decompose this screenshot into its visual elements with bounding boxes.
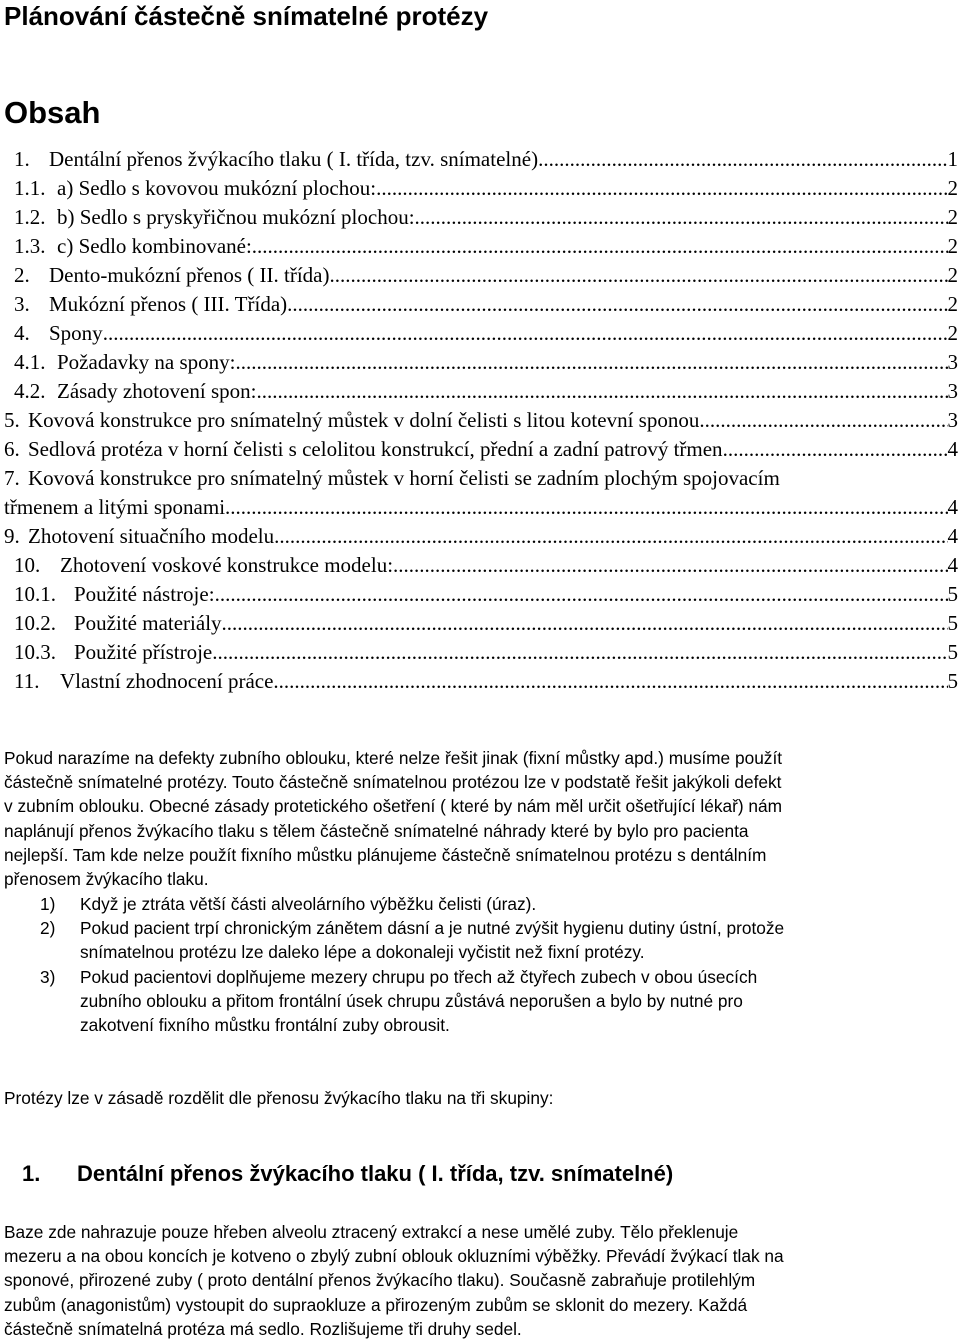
section-paragraph — [4, 1220, 956, 1341]
toc-entry-text: Zhotovení voskové konstrukce modelu: — [60, 553, 394, 577]
toc-entry-text: Vlastní zhodnocení práce — [60, 669, 274, 693]
paragraph-line: zubům (anagonistům) vystoupit do supraokluze a přirozeným zubům se sklonit do mezery. Každá — [4, 1294, 748, 1315]
toc-entry-text: Kovová konstrukce pro snímatelný můstek v horní čelisti se zadním plochým spojovacím — [28, 466, 780, 490]
toc-entry-text: Zhotovení situačního modelu — [28, 524, 275, 548]
toc-entry-page: 2 — [947, 292, 958, 316]
toc-entry-text: Mukózní přenos ( III. Třída) — [49, 292, 288, 316]
toc-entry[interactable] — [0, 145, 958, 174]
toc-leader-dots — [376, 174, 947, 203]
toc-heading: Obsah — [4, 95, 101, 130]
list-item-line: Pokud pacient trpí chronickým zánětem dásní a je nutné zvýšit hygienu dutiny ústní, protože — [80, 918, 785, 938]
toc-entry[interactable] — [0, 290, 958, 319]
toc-entry-text: Dentální přenos žvýkacího tlaku ( I. třída, tzv. snímatelné) — [49, 147, 539, 171]
toc-entry-number: 5. — [4, 408, 20, 432]
toc-entry[interactable] — [0, 406, 958, 435]
toc-entry-text: Použité přístroje — [74, 640, 213, 664]
toc-leader-dots — [222, 609, 948, 638]
toc-entry-page: 5 — [947, 669, 958, 693]
toc-entry-page: 4 — [947, 553, 958, 577]
toc-entry[interactable] — [0, 638, 958, 667]
toc-entry-text: Požadavky na spony: — [57, 350, 236, 374]
toc-entry-number: 10.3. — [14, 640, 56, 664]
toc-entry-text: Použité nástroje: — [74, 582, 215, 606]
toc-entry-continuation[interactable] — [0, 493, 958, 522]
section-number: 1. — [22, 1161, 41, 1186]
toc-leader-dots — [287, 290, 947, 319]
toc-entry-page: 2 — [947, 205, 958, 229]
toc-entry-page: 2 — [947, 321, 958, 345]
section-title: Dentální přenos žvýkacího tlaku ( I. třída, tzv. snímatelné) — [77, 1161, 674, 1186]
paragraph-line: naplánují přenos žvýkacího tlaku s tělem částečně snímatelné náhrady které by bylo pro pacienta — [4, 820, 749, 841]
toc-entry[interactable] — [0, 377, 958, 406]
toc-entry-number: 7. — [4, 466, 20, 490]
toc-entry-number: 10. — [14, 553, 41, 577]
paragraph-line: nejlepší. Tam kde nelze použít fixního můstku plánujeme částečně snímatelnou protézu s dentálním — [4, 844, 767, 865]
paragraph-line: Pokud narazíme na defekty zubního oblouku, které nelze řešit jinak (fixní můstky apd.) musíme použít — [4, 748, 783, 768]
list-item-line: zakotvení fixního můstku frontální zuby obrousit. — [80, 1015, 450, 1036]
toc-leader-dots — [273, 667, 947, 696]
toc-entry[interactable] — [0, 232, 958, 261]
toc-leader-dots — [538, 145, 947, 174]
toc-entry[interactable] — [0, 609, 958, 638]
toc-entry-text: Zásady zhotovení spon: — [57, 379, 257, 403]
toc-leader-dots — [235, 348, 947, 377]
toc-leader-dots — [215, 580, 948, 609]
toc-entry-text: Použité materiály — [74, 611, 222, 635]
toc-entry-text: Sedlová protéza v horní čelisti s celolitou konstrukcí, přední a zadní patrový třmen — [28, 437, 723, 461]
toc-entry-text: třmenem a litými sponami — [4, 495, 226, 519]
list-marker: 2) — [40, 918, 56, 938]
toc-entry-page: 4 — [947, 524, 958, 548]
toc-entry[interactable] — [0, 174, 958, 203]
toc-leader-dots — [103, 319, 948, 348]
toc-entry[interactable] — [0, 667, 958, 696]
division-sentence: Protézy lze v zásadě rozdělit dle přenosu žvýkacího tlaku na tři skupiny: — [4, 1088, 554, 1108]
toc-entry-page: 5 — [947, 582, 958, 606]
toc-entry[interactable] — [0, 203, 958, 232]
toc-leader-dots — [252, 232, 948, 261]
document-title: Plánování částečně snímatelné protézy — [4, 1, 489, 31]
toc-entry-page: 3 — [947, 379, 958, 403]
toc-leader-dots — [225, 493, 947, 522]
toc-entry-page: 2 — [947, 176, 958, 200]
paragraph-line: sponové, přirozené zuby ( proto dentální přenos žvýkacího tlaku). Současně zabraňuje protilehlým — [4, 1270, 756, 1291]
toc-entry-number: 4.2. — [14, 379, 46, 403]
toc-leader-dots — [723, 435, 948, 464]
paragraph-line: v zubním oblouku. Obecné zásady protetického ošetření ( které by nám měl určit ošetřující lékař) nám — [4, 796, 783, 817]
toc-leader-dots — [256, 377, 947, 406]
paragraph-line: mezeru a na obou koncích je kotveno o zbylý zubní oblouk okluzními výběžky. Převádí žvýkací tlak na — [4, 1246, 784, 1267]
list-item-line: snímatelnou protézu lze daleko lépe a dokonaleji vyčistit než fixní protézy. — [80, 942, 645, 963]
toc-entry-text: b) Sedlo s pryskyřičnou mukózní plochou: — [57, 205, 415, 229]
toc-entry-page: 2 — [947, 263, 958, 287]
list-item-line: Pokud pacientovi doplňujeme mezery chrupu po třech až čtyřech zubech v obou úsecích — [80, 967, 758, 987]
toc-entry-page: 3 — [947, 408, 958, 432]
toc-entry-page: 4 — [947, 495, 958, 519]
toc-entry-number: 4. — [14, 321, 30, 345]
toc-leader-dots — [699, 406, 947, 435]
intro-paragraph — [4, 746, 956, 891]
paragraph-line: částečně snímatelná protéza má sedlo. Rozlišujeme tři druhy sedel. — [4, 1318, 522, 1339]
toc-entry-text: Spony — [49, 321, 103, 345]
paragraph-line: Baze zde nahrazuje pouze hřeben alveolu ztracený extrakcí a nese umělé zuby. Tělo překlenuje — [4, 1222, 739, 1242]
toc-leader-dots — [415, 203, 948, 232]
list-item-line: zubního oblouku a přitom frontální úsek chrupu zůstává neporušen a bylo by nutné pro — [80, 991, 743, 1012]
toc-entry-number: 1.2. — [14, 205, 46, 229]
toc-entry-number: 2. — [14, 263, 30, 287]
toc-entry[interactable] — [0, 435, 958, 464]
toc-entry[interactable] — [4, 464, 960, 493]
toc-entry-number: 6. — [4, 437, 20, 461]
toc-entry-page: 1 — [947, 147, 958, 171]
toc-entry[interactable] — [0, 580, 958, 609]
toc-entry-text: c) Sedlo kombinované: — [57, 234, 252, 258]
toc-entry-page: 5 — [947, 640, 958, 664]
toc-entry[interactable] — [0, 551, 958, 580]
toc-entry-text: Dento-mukózní přenos ( II. třída) — [49, 263, 330, 287]
toc-leader-dots — [393, 551, 947, 580]
toc-entry-text: a) Sedlo s kovovou mukózní plochou: — [57, 176, 377, 200]
toc-entry-page: 5 — [947, 611, 958, 635]
section-heading — [22, 1160, 673, 1188]
toc-entry-page: 3 — [947, 350, 958, 374]
toc-entry-page: 2 — [947, 234, 958, 258]
list-marker: 3) — [40, 967, 56, 987]
list-marker: 1) — [40, 894, 56, 914]
paragraph-line: částečně snímatelné protézy. Touto částečně snímatelnou protézou lze v podstatě řešit jakýkoli defekt — [4, 772, 782, 793]
toc-entry-number: 10.2. — [14, 611, 56, 635]
toc-entry-number: 9. — [4, 524, 20, 548]
list-item-line: Když je ztráta větší části alveolárního výběžku čelisti (úraz). — [80, 894, 537, 914]
toc-entry[interactable] — [0, 261, 958, 290]
toc-entry[interactable] — [0, 348, 958, 377]
toc-entry-number: 1. — [14, 147, 30, 171]
toc-entry[interactable] — [0, 522, 958, 551]
toc-leader-dots — [330, 261, 948, 290]
toc-leader-dots — [212, 638, 947, 667]
toc-entry[interactable] — [0, 319, 958, 348]
toc-entry-number: 1.3. — [14, 234, 46, 258]
toc-entry-page: 4 — [947, 437, 958, 461]
toc-leader-dots — [274, 522, 947, 551]
toc-entry-number: 10.1. — [14, 582, 56, 606]
toc-entry-text: Kovová konstrukce pro snímatelný můstek v dolní čelisti s litou kotevní sponou — [28, 408, 700, 432]
paragraph-line: přenosem žvýkacího tlaku. — [4, 869, 209, 890]
toc-entry-number: 3. — [14, 292, 30, 316]
toc-entry-number: 1.1. — [14, 176, 46, 200]
toc-entry-number: 11. — [14, 669, 40, 693]
toc-entry-number: 4.1. — [14, 350, 46, 374]
